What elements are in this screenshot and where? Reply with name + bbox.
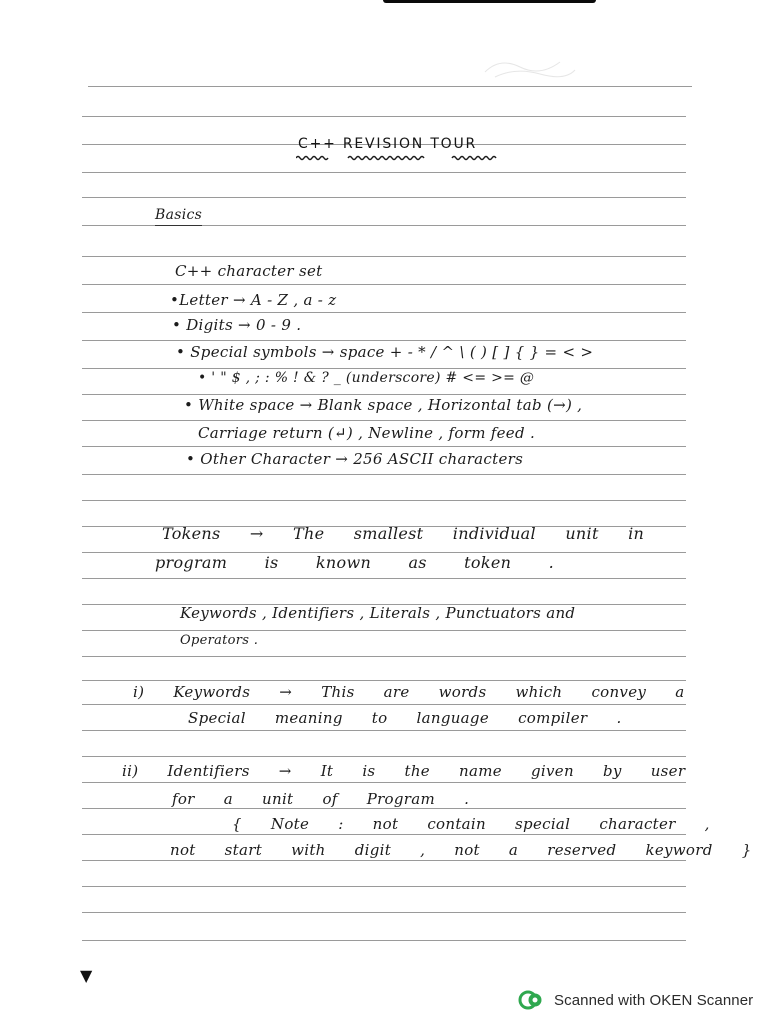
- faint-bleed-through-mark: [480, 52, 580, 82]
- keywords-definition-line-1: i) Keywords → This are words which convey a: [133, 683, 685, 701]
- bullet-special-symbols-continued: • ' " $ , ; : % ! & ? _ (underscore) # <= >= @: [198, 370, 535, 386]
- scanner-top-bar: [383, 0, 596, 3]
- basics-heading: Basics: [155, 206, 202, 226]
- page-title: C++ REVISION TOUR: [298, 136, 478, 152]
- bullet-letters: •Letter → A - Z , a - z: [170, 291, 337, 309]
- identifiers-definition-line-1: ii) Identifiers → It is the name given by user: [122, 762, 686, 780]
- bullet-white-space-continued: Carriage return (↵) , Newline , form feed .: [198, 424, 536, 442]
- token-types-line-2: Operators .: [180, 633, 259, 648]
- charset-heading: C++ character set: [175, 262, 323, 280]
- keywords-definition-line-2: Special meaning to language compiler .: [188, 709, 622, 727]
- tokens-definition-line-2: program is known as token .: [155, 553, 554, 572]
- oken-scanner-logo-icon: [518, 990, 544, 1010]
- bullet-other-characters: • Other Character → 256 ASCII characters: [186, 450, 524, 468]
- corner-mark: ▼: [80, 966, 93, 985]
- bullet-white-space: • White space → Blank space , Horizontal tab (→) ,: [184, 396, 583, 414]
- scanner-watermark-text: Scanned with OKEN Scanner: [554, 991, 754, 1009]
- token-types-line-1: Keywords , Identifiers , Literals , Punctuators and: [180, 604, 576, 622]
- scanner-watermark: [518, 990, 753, 1010]
- title-wavy-underline: [296, 155, 508, 161]
- bullet-digits: • Digits → 0 - 9 .: [172, 316, 302, 334]
- tokens-definition-line-1: Tokens → The smallest individual unit in: [162, 524, 645, 543]
- identifiers-note-line-1: { Note : not contain special character ,: [232, 815, 710, 833]
- identifiers-note-line-2: not start with digit , not a reserved keyword }: [170, 841, 752, 859]
- identifiers-definition-line-2: for a unit of Program .: [172, 790, 470, 808]
- bullet-special-symbols: • Special symbols → space + - * / ^ \ ( ) [ ] { } = < >: [176, 343, 594, 361]
